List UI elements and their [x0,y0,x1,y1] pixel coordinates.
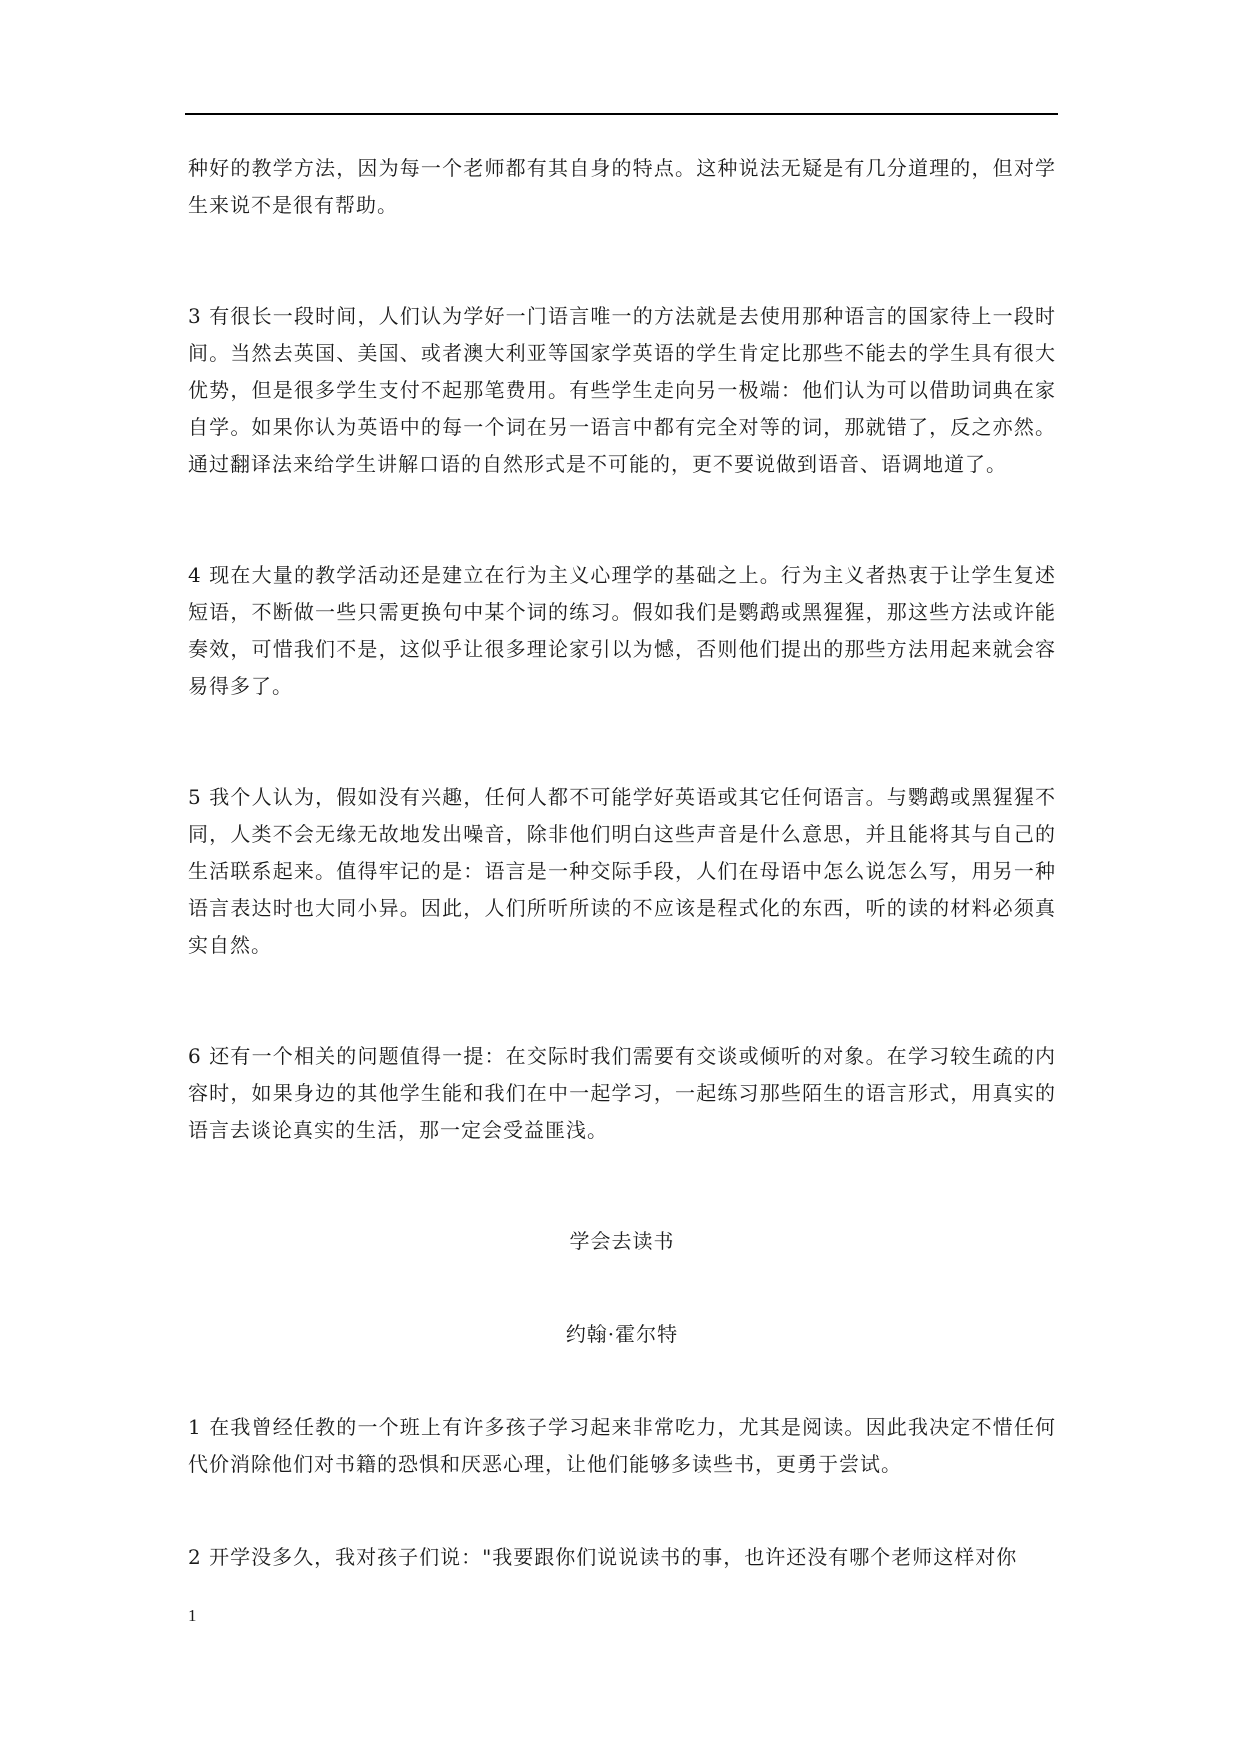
paragraph-5: 5 我个人认为，假如没有兴趣，任何人都不可能学好英语或其它任何语言。与鹦鹉或黑猩猩不同，人类不会无缘无故地发出噪音，除非他们明白这些声音是什么意思，并且能将其与自己的生活联系起来。值得牢记的是：语言是一种交际手段，人们在母语中怎么说怎么写，用另一种语言表达时也大同小异。因此，人们所听所读的不应该是程式化的东西，听的读的材料必须真实自然。 [188,785,1056,957]
paragraph-continued: 种好的教学方法，因为每一个老师都有其自身的特点。这种说法无疑是有几分道理的，但对学生来说不是很有帮助。 [188,156,1056,217]
paragraph-3: 3 有很长一段时间，人们认为学好一门语言唯一的方法就是去使用那种语言的国家待上一段时间。当然去英国、美国、或者澳大利亚等国家学英语的学生肯定比那些不能去的学生具有很大优势，但是很多学生支付不起那笔费用。有些学生走向另一极端：他们认为可以借助词典在家自学。如果你认为英语中的每一个词在另一语言中都有完全对等的词，那就错了，反之亦然。通过翻译法来给学生讲解口语的自然形式是不可能的，更不要说做到语音、语调地道了。 [188,304,1056,476]
article-paragraph-1: 1 在我曾经任教的一个班上有许多孩子学习起来非常吃力，尤其是阅读。因此我决定不惜任何代价消除他们对书籍的恐惧和厌恶心理，让他们能够多读些书，更勇于尝试。 [188,1415,1056,1476]
document-body [188,150,1056,1576]
article-paragraph-2: 2 开学没多久，我对孩子们说："我要跟你们说说读书的事，也许还没有哪个老师这样对你 [188,1545,1018,1569]
paragraph-6: 6 还有一个相关的问题值得一提：在交际时我们需要有交谈或倾听的对象。在学习较生疏的内容时，如果身边的其他学生能和我们在中一起学习，一起练习那些陌生的语言形式，用真实的语言去谈论真实的生活，那一定会受益匪浅。 [188,1044,1056,1142]
header-rule [185,113,1058,115]
article-title: 学会去读书 [569,1229,675,1253]
paragraph-4: 4 现在大量的教学活动还是建立在行为主义心理学的基础之上。行为主义者热衷于让学生复述短语，不断做一些只需更换句中某个词的练习。假如我们是鹦鹉或黑猩猩，那这些方法或许能奏效，可惜我们不是，这似乎让很多理论家引以为憾，否则他们提出的那些方法用起来就会容易得多了。 [188,563,1056,698]
article-author: 约翰·霍尔特 [565,1322,679,1346]
page-number: 1 [188,1606,197,1625]
